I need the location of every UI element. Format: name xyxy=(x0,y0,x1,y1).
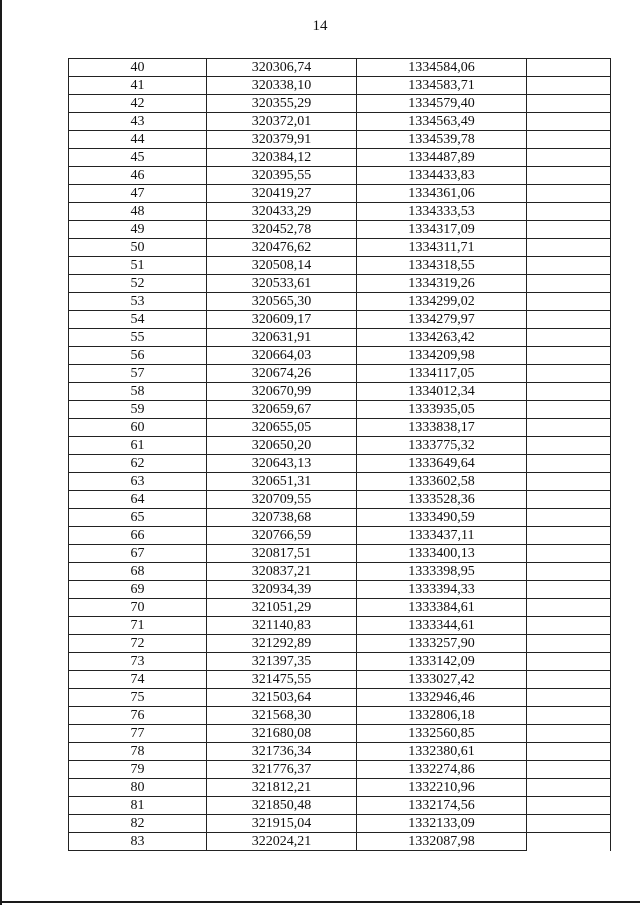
y-coordinate-cell: 1333602,58 xyxy=(357,473,527,491)
x-coordinate-cell: 320655,05 xyxy=(207,419,357,437)
table-row xyxy=(69,95,611,113)
y-coordinate-cell: 1334433,83 xyxy=(357,167,527,185)
y-coordinate-cell: 1334539,78 xyxy=(357,131,527,149)
point-number-cell: 63 xyxy=(69,473,207,491)
x-coordinate-cell: 320709,55 xyxy=(207,491,357,509)
point-number-cell: 62 xyxy=(69,455,207,473)
note-cell xyxy=(527,329,611,347)
x-coordinate-cell: 321397,35 xyxy=(207,653,357,671)
note-cell xyxy=(527,311,611,329)
x-coordinate-cell: 320643,13 xyxy=(207,455,357,473)
point-number-cell: 80 xyxy=(69,779,207,797)
table-row xyxy=(69,707,611,725)
table-row xyxy=(69,545,611,563)
y-coordinate-cell: 1333437,11 xyxy=(357,527,527,545)
note-cell xyxy=(527,653,611,671)
table-row xyxy=(69,509,611,527)
y-coordinate-cell: 1334584,06 xyxy=(357,59,527,77)
y-coordinate-cell: 1333490,59 xyxy=(357,509,527,527)
note-cell xyxy=(527,473,611,491)
x-coordinate-cell: 320476,62 xyxy=(207,239,357,257)
point-number-cell: 41 xyxy=(69,77,207,95)
x-coordinate-cell: 321475,55 xyxy=(207,671,357,689)
y-coordinate-cell: 1334583,71 xyxy=(357,77,527,95)
x-coordinate-cell: 320817,51 xyxy=(207,545,357,563)
x-coordinate-cell: 320631,91 xyxy=(207,329,357,347)
y-coordinate-cell: 1334311,71 xyxy=(357,239,527,257)
table-row xyxy=(69,527,611,545)
y-coordinate-cell: 1332806,18 xyxy=(357,707,527,725)
x-coordinate-cell: 320609,17 xyxy=(207,311,357,329)
point-number-cell: 52 xyxy=(69,275,207,293)
y-coordinate-cell: 1333528,36 xyxy=(357,491,527,509)
table-row xyxy=(69,113,611,131)
point-number-cell: 71 xyxy=(69,617,207,635)
scan-border-left xyxy=(0,0,2,905)
y-coordinate-cell: 1333935,05 xyxy=(357,401,527,419)
table-row xyxy=(69,617,611,635)
note-cell xyxy=(527,293,611,311)
y-coordinate-cell: 1334361,06 xyxy=(357,185,527,203)
note-cell xyxy=(527,563,611,581)
point-number-cell: 56 xyxy=(69,347,207,365)
x-coordinate-cell: 320674,26 xyxy=(207,365,357,383)
table-row xyxy=(69,383,611,401)
note-cell xyxy=(527,491,611,509)
y-coordinate-cell: 1333384,61 xyxy=(357,599,527,617)
point-number-cell: 43 xyxy=(69,113,207,131)
page-number: 14 xyxy=(312,18,328,34)
note-cell xyxy=(527,275,611,293)
table-row xyxy=(69,221,611,239)
note-cell xyxy=(527,203,611,221)
x-coordinate-cell: 321292,89 xyxy=(207,635,357,653)
y-coordinate-cell: 1333027,42 xyxy=(357,671,527,689)
table-row xyxy=(69,725,611,743)
table-row xyxy=(69,257,611,275)
table-row xyxy=(69,473,611,491)
point-number-cell: 75 xyxy=(69,689,207,707)
note-cell xyxy=(527,419,611,437)
point-number-cell: 44 xyxy=(69,131,207,149)
y-coordinate-cell: 1334487,89 xyxy=(357,149,527,167)
note-cell xyxy=(527,779,611,797)
point-number-cell: 79 xyxy=(69,761,207,779)
y-coordinate-cell: 1332210,96 xyxy=(357,779,527,797)
x-coordinate-cell: 320419,27 xyxy=(207,185,357,203)
point-number-cell: 67 xyxy=(69,545,207,563)
y-coordinate-cell: 1334299,02 xyxy=(357,293,527,311)
point-number-cell: 66 xyxy=(69,527,207,545)
x-coordinate-cell: 321051,29 xyxy=(207,599,357,617)
coordinates-table-body xyxy=(69,59,611,851)
note-cell xyxy=(527,743,611,761)
note-cell xyxy=(527,635,611,653)
x-coordinate-cell: 320650,20 xyxy=(207,437,357,455)
note-cell xyxy=(527,383,611,401)
point-number-cell: 57 xyxy=(69,365,207,383)
note-cell xyxy=(527,401,611,419)
table-row xyxy=(69,815,611,833)
table-row xyxy=(69,59,611,77)
point-number-cell: 53 xyxy=(69,293,207,311)
table-row xyxy=(69,779,611,797)
note-cell xyxy=(527,617,611,635)
point-number-cell: 72 xyxy=(69,635,207,653)
y-coordinate-cell: 1332174,56 xyxy=(357,797,527,815)
note-cell xyxy=(527,527,611,545)
coordinates-table xyxy=(68,58,611,851)
table-row xyxy=(69,581,611,599)
x-coordinate-cell: 321680,08 xyxy=(207,725,357,743)
point-number-cell: 76 xyxy=(69,707,207,725)
note-cell xyxy=(527,581,611,599)
table-row xyxy=(69,149,611,167)
point-number-cell: 45 xyxy=(69,149,207,167)
point-number-cell: 50 xyxy=(69,239,207,257)
x-coordinate-cell: 320338,10 xyxy=(207,77,357,95)
x-coordinate-cell: 320837,21 xyxy=(207,563,357,581)
note-cell xyxy=(527,131,611,149)
y-coordinate-cell: 1334563,49 xyxy=(357,113,527,131)
y-coordinate-cell: 1333398,95 xyxy=(357,563,527,581)
x-coordinate-cell: 321503,64 xyxy=(207,689,357,707)
note-cell xyxy=(527,815,611,833)
note-cell xyxy=(527,707,611,725)
x-coordinate-cell: 320306,74 xyxy=(207,59,357,77)
point-number-cell: 51 xyxy=(69,257,207,275)
x-coordinate-cell: 320766,59 xyxy=(207,527,357,545)
note-cell xyxy=(527,671,611,689)
point-number-cell: 60 xyxy=(69,419,207,437)
y-coordinate-cell: 1334318,55 xyxy=(357,257,527,275)
table-row xyxy=(69,275,611,293)
x-coordinate-cell: 320372,01 xyxy=(207,113,357,131)
scan-border-bottom xyxy=(0,901,640,903)
point-number-cell: 83 xyxy=(69,833,207,851)
x-coordinate-cell: 321776,37 xyxy=(207,761,357,779)
point-number-cell: 77 xyxy=(69,725,207,743)
x-coordinate-cell: 320533,61 xyxy=(207,275,357,293)
point-number-cell: 49 xyxy=(69,221,207,239)
point-number-cell: 81 xyxy=(69,797,207,815)
x-coordinate-cell: 320508,14 xyxy=(207,257,357,275)
note-cell xyxy=(527,725,611,743)
y-coordinate-cell: 1333344,61 xyxy=(357,617,527,635)
y-coordinate-cell: 1334209,98 xyxy=(357,347,527,365)
y-coordinate-cell: 1333394,33 xyxy=(357,581,527,599)
x-coordinate-cell: 320664,03 xyxy=(207,347,357,365)
table-row xyxy=(69,653,611,671)
x-coordinate-cell: 320651,31 xyxy=(207,473,357,491)
x-coordinate-cell: 320452,78 xyxy=(207,221,357,239)
x-coordinate-cell: 320355,29 xyxy=(207,95,357,113)
note-cell xyxy=(527,347,611,365)
x-coordinate-cell: 320934,39 xyxy=(207,581,357,599)
note-cell xyxy=(527,455,611,473)
x-coordinate-cell: 320670,99 xyxy=(207,383,357,401)
table-row xyxy=(69,797,611,815)
y-coordinate-cell: 1333257,90 xyxy=(357,635,527,653)
note-cell xyxy=(527,113,611,131)
y-coordinate-cell: 1333775,32 xyxy=(357,437,527,455)
y-coordinate-cell: 1332087,98 xyxy=(357,833,527,851)
table-row xyxy=(69,455,611,473)
y-coordinate-cell: 1334317,09 xyxy=(357,221,527,239)
note-cell xyxy=(527,59,611,77)
x-coordinate-cell: 322024,21 xyxy=(207,833,357,851)
point-number-cell: 70 xyxy=(69,599,207,617)
point-number-cell: 61 xyxy=(69,437,207,455)
table-row xyxy=(69,671,611,689)
x-coordinate-cell: 320395,55 xyxy=(207,167,357,185)
table-row xyxy=(69,599,611,617)
note-cell xyxy=(527,239,611,257)
table-row xyxy=(69,347,611,365)
x-coordinate-cell: 321915,04 xyxy=(207,815,357,833)
x-coordinate-cell: 321736,34 xyxy=(207,743,357,761)
y-coordinate-cell: 1334279,97 xyxy=(357,311,527,329)
y-coordinate-cell: 1334117,05 xyxy=(357,365,527,383)
table-row xyxy=(69,833,611,851)
table-row xyxy=(69,401,611,419)
note-cell xyxy=(527,95,611,113)
y-coordinate-cell: 1334579,40 xyxy=(357,95,527,113)
table-row xyxy=(69,167,611,185)
note-cell xyxy=(527,509,611,527)
y-coordinate-cell: 1333400,13 xyxy=(357,545,527,563)
y-coordinate-cell: 1332274,86 xyxy=(357,761,527,779)
table-row xyxy=(69,419,611,437)
table-row xyxy=(69,185,611,203)
note-cell xyxy=(527,365,611,383)
point-number-cell: 73 xyxy=(69,653,207,671)
table-row xyxy=(69,293,611,311)
x-coordinate-cell: 320384,12 xyxy=(207,149,357,167)
point-number-cell: 48 xyxy=(69,203,207,221)
note-cell xyxy=(527,599,611,617)
point-number-cell: 82 xyxy=(69,815,207,833)
y-coordinate-cell: 1332380,61 xyxy=(357,743,527,761)
y-coordinate-cell: 1333838,17 xyxy=(357,419,527,437)
note-cell xyxy=(527,77,611,95)
point-number-cell: 54 xyxy=(69,311,207,329)
table-row xyxy=(69,131,611,149)
table-row xyxy=(69,311,611,329)
point-number-cell: 42 xyxy=(69,95,207,113)
table-row xyxy=(69,743,611,761)
note-cell xyxy=(527,761,611,779)
note-cell xyxy=(527,167,611,185)
point-number-cell: 47 xyxy=(69,185,207,203)
x-coordinate-cell: 321568,30 xyxy=(207,707,357,725)
y-coordinate-cell: 1334263,42 xyxy=(357,329,527,347)
x-coordinate-cell: 321850,48 xyxy=(207,797,357,815)
x-coordinate-cell: 320659,67 xyxy=(207,401,357,419)
table-row xyxy=(69,365,611,383)
note-cell xyxy=(527,797,611,815)
y-coordinate-cell: 1334319,26 xyxy=(357,275,527,293)
note-cell xyxy=(527,221,611,239)
y-coordinate-cell: 1333142,09 xyxy=(357,653,527,671)
table-row xyxy=(69,203,611,221)
y-coordinate-cell: 1334333,53 xyxy=(357,203,527,221)
point-number-cell: 69 xyxy=(69,581,207,599)
x-coordinate-cell: 320379,91 xyxy=(207,131,357,149)
y-coordinate-cell: 1333649,64 xyxy=(357,455,527,473)
table-row xyxy=(69,491,611,509)
point-number-cell: 55 xyxy=(69,329,207,347)
point-number-cell: 74 xyxy=(69,671,207,689)
note-cell xyxy=(527,545,611,563)
point-number-cell: 68 xyxy=(69,563,207,581)
table-row xyxy=(69,329,611,347)
table-row xyxy=(69,239,611,257)
x-coordinate-cell: 321140,83 xyxy=(207,617,357,635)
table-row xyxy=(69,761,611,779)
point-number-cell: 58 xyxy=(69,383,207,401)
table-row xyxy=(69,77,611,95)
note-cell xyxy=(527,149,611,167)
point-number-cell: 40 xyxy=(69,59,207,77)
point-number-cell: 65 xyxy=(69,509,207,527)
note-cell xyxy=(527,833,611,851)
table-row xyxy=(69,635,611,653)
table-row xyxy=(69,689,611,707)
note-cell xyxy=(527,689,611,707)
note-cell xyxy=(527,185,611,203)
x-coordinate-cell: 320738,68 xyxy=(207,509,357,527)
x-coordinate-cell: 321812,21 xyxy=(207,779,357,797)
table-row xyxy=(69,437,611,455)
point-number-cell: 78 xyxy=(69,743,207,761)
y-coordinate-cell: 1332560,85 xyxy=(357,725,527,743)
note-cell xyxy=(527,257,611,275)
point-number-cell: 64 xyxy=(69,491,207,509)
y-coordinate-cell: 1332946,46 xyxy=(357,689,527,707)
note-cell xyxy=(527,437,611,455)
x-coordinate-cell: 320565,30 xyxy=(207,293,357,311)
y-coordinate-cell: 1332133,09 xyxy=(357,815,527,833)
y-coordinate-cell: 1334012,34 xyxy=(357,383,527,401)
x-coordinate-cell: 320433,29 xyxy=(207,203,357,221)
point-number-cell: 46 xyxy=(69,167,207,185)
table-row xyxy=(69,563,611,581)
point-number-cell: 59 xyxy=(69,401,207,419)
